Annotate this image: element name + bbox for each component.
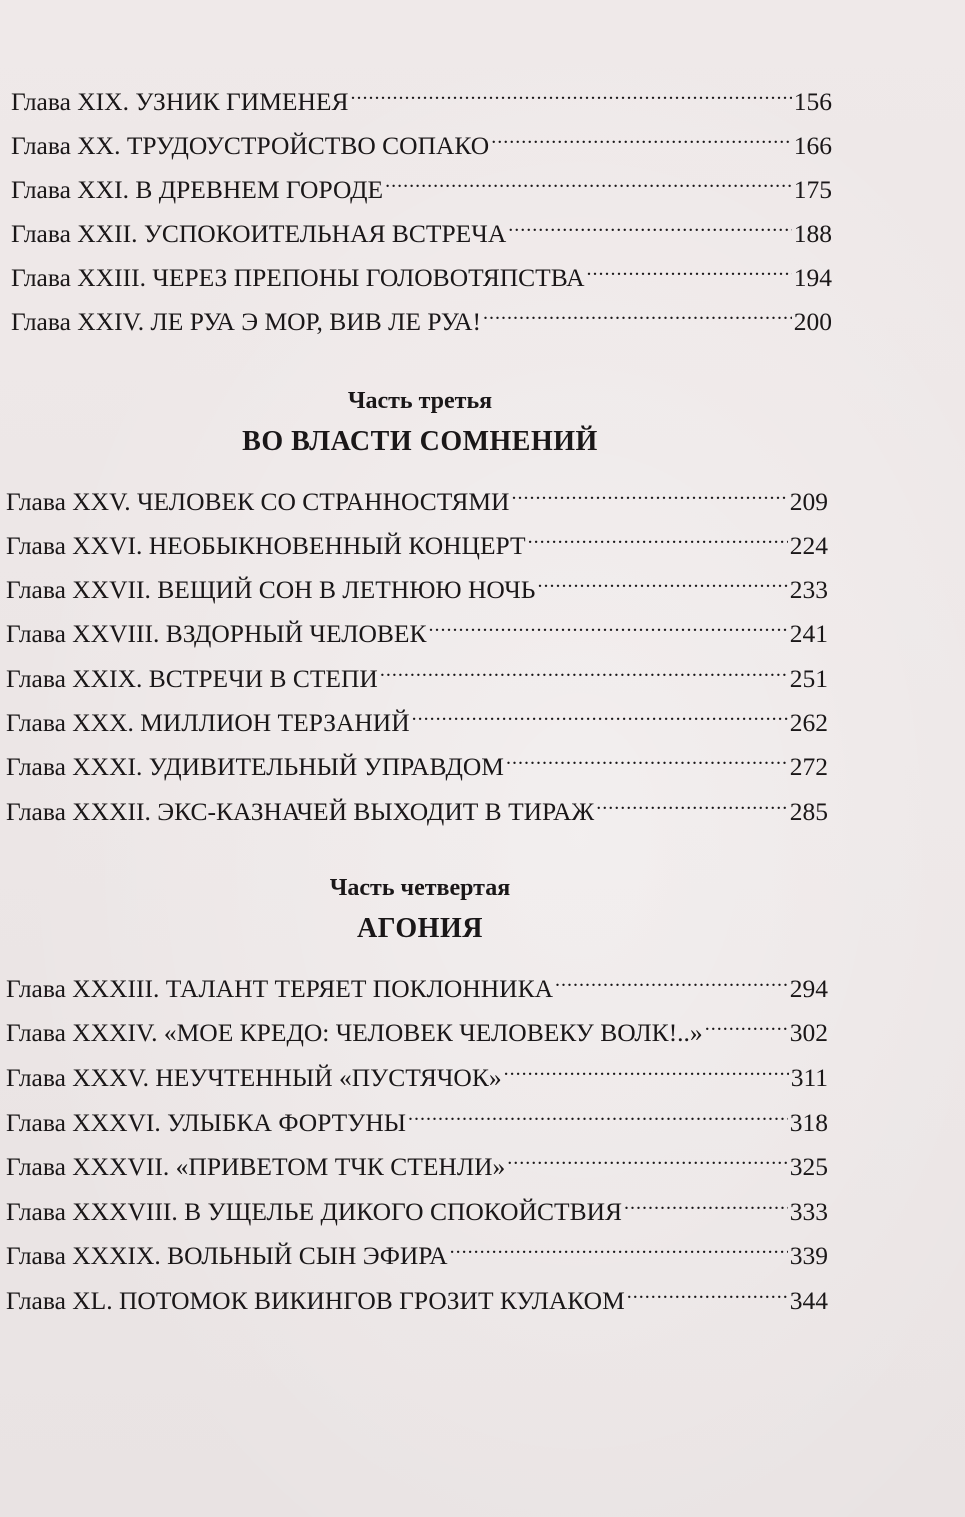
toc-entry — [6, 780, 828, 826]
toc-entry-page: 233 — [789, 575, 828, 604]
toc-entry — [6, 647, 828, 693]
toc-entry-page: 262 — [789, 708, 828, 737]
toc-entry-page: 209 — [789, 487, 828, 516]
toc-leader-dots — [624, 1180, 788, 1220]
toc-leader-dots — [429, 602, 788, 642]
toc-entry-title: Глава XXVIII. ВЗДОРНЫЙ ЧЕЛОВЕК — [6, 619, 427, 648]
toc-entry-page: 333 — [789, 1197, 828, 1226]
toc-entry-title: Глава XXX. МИЛЛИОН ТЕРЗАНИЙ — [6, 708, 410, 737]
toc-entry-title: Глава XIX. УЗНИК ГИМЕНЕЯ — [11, 87, 349, 116]
toc-leader-dots — [412, 691, 788, 731]
toc-leader-dots — [528, 514, 788, 554]
toc-leader-dots — [504, 1046, 789, 1086]
toc-entry-title: Глава XXXIII. ТАЛАНТ ТЕРЯЕТ ПОКЛОННИКА — [6, 974, 554, 1003]
part-three-title: ВО ВЛАСТИ СОМНЕНИЙ — [242, 426, 598, 457]
toc-entry — [11, 114, 832, 160]
toc-entry-page: 200 — [793, 307, 832, 336]
toc-entry-title: Глава XXVI. НЕОБЫКНОВЕННЫЙ КОНЦЕРТ — [6, 531, 526, 560]
toc-entry-title: Глава XX. ТРУДОУСТРОЙСТВО СОПАКО — [11, 131, 490, 160]
toc-leader-dots — [483, 290, 792, 330]
toc-entry-page: 156 — [793, 87, 832, 116]
toc-entry — [11, 158, 832, 204]
toc-leader-dots — [450, 1224, 788, 1264]
toc-entry-title: Глава XXIV. ЛЕ РУА Э МОР, ВИВ ЛЕ РУА! — [11, 307, 481, 336]
toc-leader-dots — [350, 70, 791, 110]
toc-entry — [6, 735, 828, 781]
toc-entry-title: Глава XXIII. ЧЕРЕЗ ПРЕПОНЫ ГОЛОВОТЯПСТВА — [11, 263, 585, 292]
toc-entry-page: 325 — [789, 1152, 828, 1181]
toc-entry-title: Глава XXVII. ВЕЩИЙ СОН В ЛЕТНЮЮ НОЧЬ — [6, 575, 536, 604]
toc-entry-title: Глава XXXIV. «МОЕ КРЕДО: ЧЕЛОВЕК ЧЕЛОВЕКУ ВОЛК!..» — [6, 1018, 703, 1047]
toc-leader-dots — [508, 202, 792, 242]
toc-entry — [6, 470, 828, 516]
toc-leader-dots — [537, 558, 787, 598]
toc-leader-dots — [511, 470, 787, 510]
part-four-title: АГОНИЯ — [357, 913, 483, 944]
toc-entry-page: 302 — [789, 1018, 828, 1047]
toc-entry — [11, 246, 832, 292]
toc-entry-title: Глава XXXIX. ВОЛЬНЫЙ СЫН ЭФИРА — [6, 1241, 448, 1270]
toc-entry — [6, 691, 828, 737]
toc-entry-page: 272 — [789, 752, 828, 781]
toc-entry-page: 188 — [793, 219, 832, 248]
toc-entry-page: 294 — [789, 974, 828, 1003]
toc-leader-dots — [705, 1001, 788, 1041]
toc-entry — [6, 1224, 828, 1270]
toc-leader-dots — [491, 114, 792, 154]
toc-entry — [6, 1091, 828, 1137]
toc-entry — [6, 1180, 828, 1226]
toc-entry-title: Глава XXIX. ВСТРЕЧИ В СТЕПИ — [6, 664, 378, 693]
toc-entry-page: 285 — [789, 797, 828, 826]
toc-entry — [11, 70, 832, 116]
toc-leader-dots — [596, 780, 788, 820]
toc-entry-title: Глава XXXII. ЭКС-КАЗНАЧЕЙ ВЫХОДИТ В ТИРАЖ — [6, 797, 595, 826]
toc-entry-page: 241 — [789, 619, 828, 648]
toc-entry — [6, 1046, 828, 1092]
part-three-label: Часть третья — [347, 388, 493, 414]
toc-entry-title: Глава XXII. УСПОКОИТЕЛЬНАЯ ВСТРЕЧА — [11, 219, 507, 248]
toc-leader-dots — [555, 957, 788, 997]
toc-entry-title: Глава XXV. ЧЕЛОВЕК СО СТРАННОСТЯМИ — [6, 487, 510, 516]
toc-leader-dots — [408, 1091, 788, 1131]
toc-entry-page: 311 — [790, 1063, 828, 1092]
toc-entry — [6, 1135, 828, 1181]
toc-entry-title: Глава XXXVIII. В УЩЕЛЬЕ ДИКОГО СПОКОЙСТВИЯ — [6, 1197, 622, 1226]
toc-entry-title: Глава XXXV. НЕУЧТЕННЫЙ «ПУСТЯЧОК» — [6, 1063, 502, 1092]
toc-entry-title: Глава XXXVII. «ПРИВЕТОМ ТЧК СТЕНЛИ» — [6, 1152, 506, 1181]
toc-entry — [6, 1269, 828, 1315]
toc-entry-page: 166 — [793, 131, 832, 160]
toc-entry — [6, 558, 828, 604]
toc-entry-page: 318 — [789, 1108, 828, 1137]
toc-entry-title: Глава XXXVI. УЛЫБКА ФОРТУНЫ — [6, 1108, 406, 1137]
toc-leader-dots — [507, 1135, 787, 1175]
toc-entry-title: Глава XL. ПОТОМОК ВИКИНГОВ ГРОЗИТ КУЛАКОМ — [6, 1286, 625, 1315]
toc-entry — [6, 957, 828, 1003]
toc-leader-dots — [380, 647, 788, 687]
toc-entry — [6, 1001, 828, 1047]
toc-entry-title: Глава XXXI. УДИВИТЕЛЬНЫЙ УПРАВДОМ — [6, 752, 504, 781]
toc-entry — [11, 202, 832, 248]
toc-entry-page: 344 — [789, 1286, 828, 1315]
toc-leader-dots — [385, 158, 792, 198]
toc-entry — [11, 290, 832, 336]
toc-entry-title: Глава XXI. В ДРЕВНЕМ ГОРОДЕ — [11, 175, 384, 204]
toc-entry-page: 194 — [793, 263, 832, 292]
toc-entry — [6, 514, 828, 560]
toc-leader-dots — [627, 1269, 788, 1309]
toc-leader-dots — [506, 735, 788, 775]
toc-entry — [6, 602, 828, 648]
toc-entry-page: 251 — [789, 664, 828, 693]
toc-entry-page: 339 — [789, 1241, 828, 1270]
toc-entry-page: 175 — [793, 175, 832, 204]
toc-leader-dots — [587, 246, 792, 286]
toc-entry-page: 224 — [789, 531, 828, 560]
part-four-label: Часть четвертая — [329, 875, 511, 901]
